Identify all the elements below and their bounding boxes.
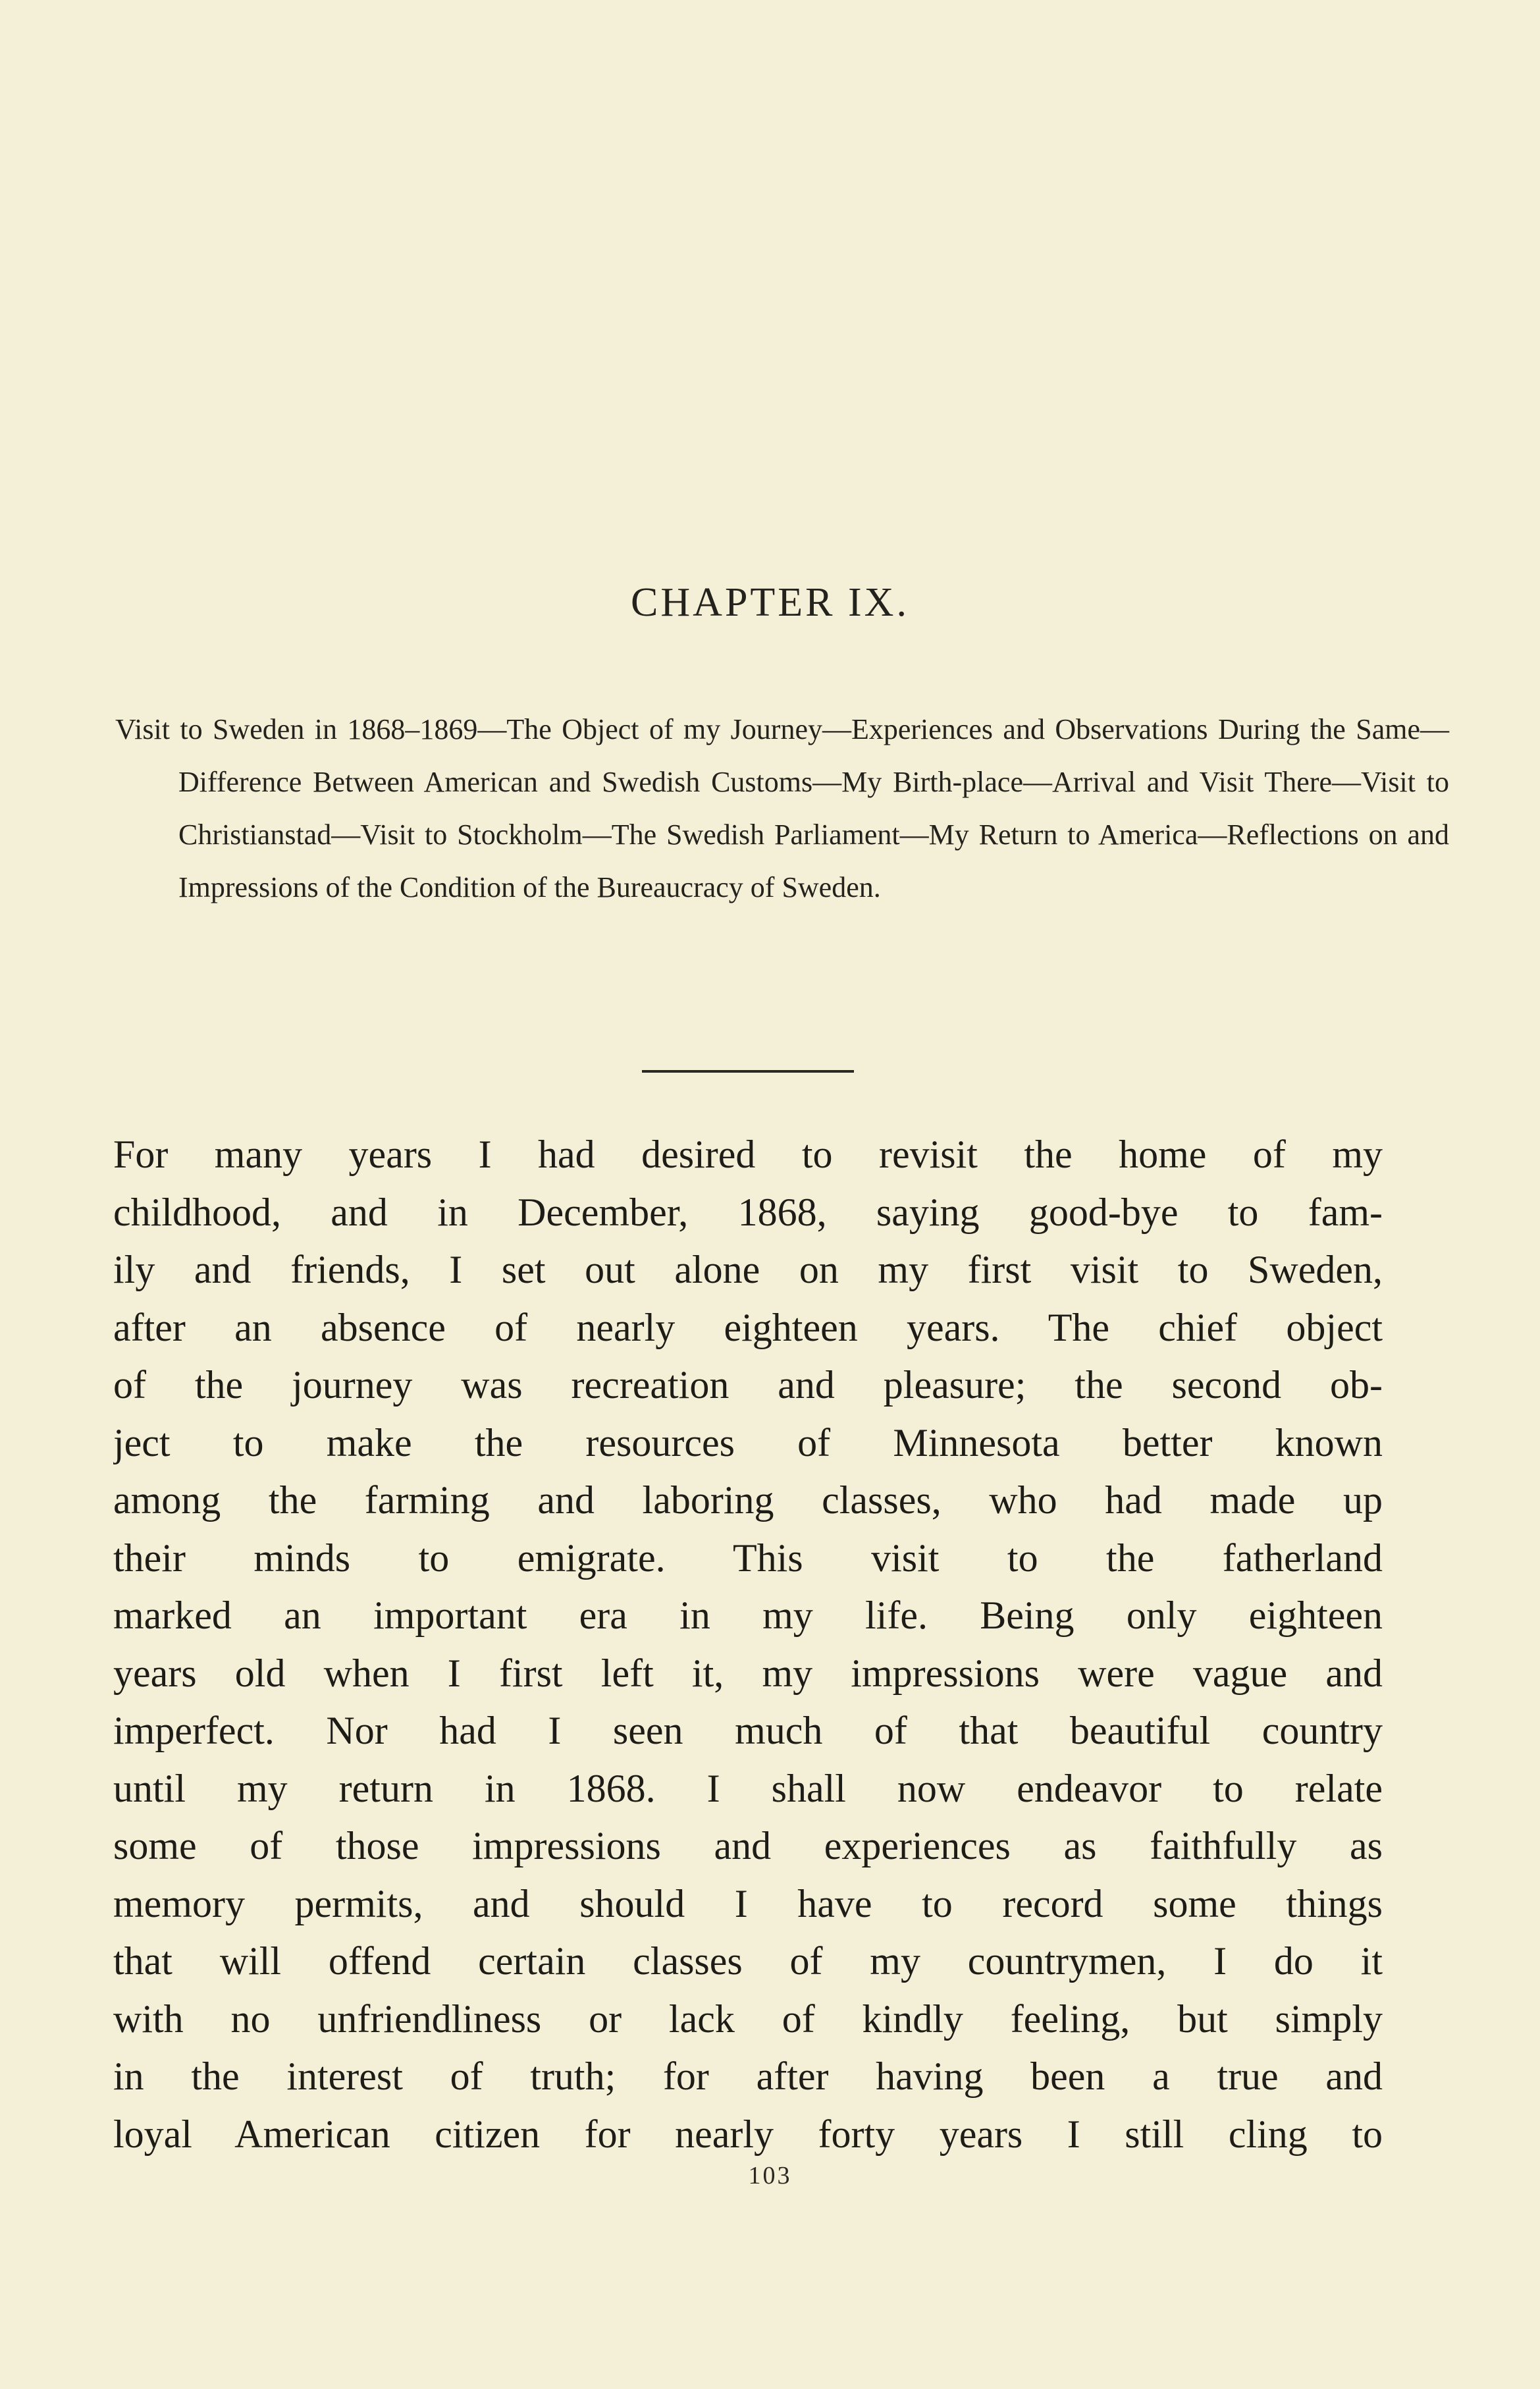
body-text bbox=[113, 1126, 1383, 2163]
chapter-synopsis: Visit to Sweden in 1868–1869—The Object of my Journey—Experiences and Observations During the Same—Difference Between American and Swedish Customs—My Birth-place—Arrival and Visit There—Visit to Christianstad—Visit to Stockholm—The Swedish Parliament—My Return to America—Reflections on and Impressions of the Condition of the Bureaucracy of Sweden. bbox=[115, 713, 1449, 903]
body-line: until my return in 1868. I shall now endeavor to relate bbox=[113, 1766, 1383, 1810]
body-line: memory permits, and should I have to record some things bbox=[113, 1881, 1383, 1925]
body-line: years old when I first left it, my impressions were vague and bbox=[113, 1651, 1383, 1695]
body-line: marked an important era in my life. Being only eighteen bbox=[113, 1594, 1383, 1637]
page-number: 103 bbox=[748, 2162, 792, 2189]
chapter-title: CHAPTER IX. bbox=[631, 580, 909, 625]
body-line: some of those impressions and experiences as faithfully as bbox=[113, 1824, 1383, 1867]
body-line: their minds to emigrate. This visit to the fatherland bbox=[113, 1536, 1383, 1580]
body-line: that will offend certain classes of my countrymen, I do it bbox=[113, 1939, 1383, 1983]
section-divider bbox=[642, 1070, 854, 1073]
body-line: among the farming and laboring classes, who had made up bbox=[113, 1478, 1383, 1522]
body-line: ily and friends, I set out alone on my first visit to Sweden, bbox=[113, 1248, 1383, 1291]
body-line: with no unfriendliness or lack of kindly feeling, but simply bbox=[113, 1997, 1383, 2041]
body-line: loyal American citizen for nearly forty years I still cling to bbox=[113, 2112, 1383, 2156]
body-line: For many years I had desired to revisit the home of my bbox=[113, 1133, 1383, 1176]
body-line: childhood, and in December, 1868, saying good-bye to fam- bbox=[113, 1190, 1383, 1234]
body-line: of the journey was recreation and pleasure; the second ob- bbox=[113, 1363, 1383, 1407]
body-line: imperfect. Nor had I seen much of that beautiful country bbox=[113, 1709, 1383, 1752]
body-line: after an absence of nearly eighteen years. The chief object bbox=[113, 1305, 1383, 1349]
body-line: in the interest of truth; for after having been a true and bbox=[113, 2054, 1383, 2098]
body-line: ject to make the resources of Minnesota better known bbox=[113, 1420, 1383, 1464]
